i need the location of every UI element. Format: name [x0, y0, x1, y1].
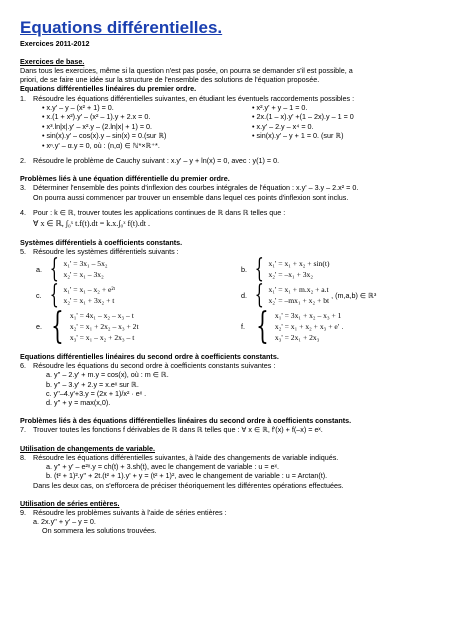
- exercise-9: 9. Résoudre les problèmes suivants à l'aide de séries entières :: [20, 507, 227, 517]
- ex9-a: a. 2x.y'' + y' – y = 0.: [33, 517, 96, 527]
- exercise-2: 2. Résoudre le problème de Cauchy suivant : x.y' – y + ln(x) = 0, avec : y(1) = 0.: [20, 156, 280, 166]
- lin1-heading: Equations différentielles linéaires du premier ordre.: [20, 84, 197, 94]
- exercise-6: 6. Résoudre les équations du second ordre à coefficients constants suivantes :: [20, 361, 276, 371]
- section-geo-heading: Problèmes liés à une équation différentielle du premier ordre.: [20, 174, 230, 184]
- section-change-heading: Utilisation de changements de variable.: [20, 443, 156, 453]
- page-title: Equations différentielles.: [20, 18, 223, 37]
- intro-line-1: Dans tous les exercices, même si la question n'est pas posée, on pourra se demander s'il est possible, a: [20, 66, 353, 75]
- eq-item: • xⁿ.y' – α.y = 0, où : (n,α) ∈ ℕ*×ℝ⁺*.: [42, 141, 252, 150]
- section-second-heading: Equations différentielles linéaires du second ordre à coefficients constants.: [20, 352, 279, 362]
- eq-item: • x³.ln|x|.y' – x².y – (2.ln|x| + 1) = 0.: [42, 122, 252, 131]
- eq-item: • 2x.(1 – x).y' +(1 – 2x).y – 1 = 0: [252, 112, 432, 121]
- ex9-note: On sommera les solutions trouvées.: [42, 526, 157, 536]
- exercise-8: 8. Résoudre les équations différentielles suivantes, à l'aide des changements de variable indiqués.: [20, 452, 339, 462]
- exercise-5: 5. Résoudre les systèmes différentiels suivants :: [20, 246, 179, 256]
- eq-item: • x.(1 + x²).y' – (x² – 1).y + 2.x = 0.: [42, 112, 252, 121]
- exercise-4: 4. Pour : k ∈ ℝ, trouver toutes les applications continues de ℝ dans ℝ telles que :: [20, 208, 286, 218]
- section-base-heading: Exercices de base.: [20, 57, 85, 66]
- section-systems-heading: Systèmes différentiels à coefficients constants.: [20, 237, 183, 247]
- exercise-1: 1. Résoudre les équations différentielles suivantes, en étudiant les éventuels raccordements possibles :: [20, 93, 355, 103]
- exercise-1-list: [20, 103, 436, 150]
- exercise-4-equation: ∀ x ∈ ℝ, ∫₀ˣ t.f(t).dt = k.x.∫₀ˣ f(t).dt .: [33, 219, 150, 229]
- systems-grid: [20, 254, 436, 347]
- ex8-a: a. y'' + y' – e²ˣ.y = ch(t) + 3.sh(t), avec le changement de variable : u = eˣ.: [46, 462, 279, 472]
- ex6-c: c. y''–4.y'+3.y = (2x + 1)/x² · eˣ .: [46, 388, 147, 398]
- subtitle: Exercices 2011-2012: [20, 39, 90, 48]
- system-b: b. { x₁' = x₁ + x₂ + sin(t) x₂' = –x₁ + 3x₂: [241, 254, 330, 285]
- eq-item: • x.y' – y – (x² + 1) = 0.: [42, 103, 252, 112]
- section-series-heading: Utilisation de séries entières.: [20, 498, 120, 508]
- eq-item: • x.y' – 2.y – x⁴ = 0.: [252, 122, 432, 131]
- system-a: a. { x₁' = 3x₁ – 5x₂ x₂' = x₁ – 3x₂: [36, 254, 108, 285]
- section-prob2-heading: Problèmes liés à des équations différentielles linéaires du second ordre à coefficients constants.: [20, 416, 352, 426]
- exercise-3: 3. Déterminer l'ensemble des points d'inflexion des courbes intégrales de l'équation : x.y' – 3.y – 2.x² = 0.: [20, 183, 359, 193]
- ex6-d: d. y'' + y = max(x,0).: [46, 398, 111, 408]
- system-f: f. { x₁' = 3x₁ + x₂ – x₃ + 1 x₂' = x₁ + x₂ + x₃ + e' x₃' = 2x₁ + 2x₃ .: [241, 305, 344, 347]
- intro-line-2: priori, de se faire une idée sur la structure de l'ensemble des solutions de l'équation proposée.: [20, 75, 320, 85]
- system-c: c. { x₁' = x₁ – x₂ + e²ᵗ x₂' = x₁ + 3x₂ + t: [36, 280, 116, 311]
- system-e: e. { x₁' = 4x₁ – x₂ – x₃ – t x₂' = x₁ + 2x₂ – x₃ + 2t x₃' = x₁ – x₂ + 2x₃ – t: [36, 305, 139, 347]
- ex8-note: Dans les deux cas, on s'efforcera de préciser théoriquement les différentes opérations effectuées.: [33, 480, 344, 490]
- ex6-a: a. y'' – 2.y' + m.y = cos(x), où : m ∈ ℝ.: [46, 370, 169, 380]
- exercise-3-note: On pourra aussi commencer par trouver un ensemble dans lequel ces points d'inflexion sont inclus.: [33, 192, 349, 202]
- eq-item: • sin(x).y' – y + 1 = 0. (sur ℝ): [252, 131, 432, 140]
- eq-item: • sin(x).y' – cos(x).y – sin(x) = 0.(sur ℝ): [42, 131, 252, 140]
- eq-item: • x².y' + y – 1 = 0.: [252, 103, 432, 112]
- ex6-b: b. y'' – 3.y' + 2.y = x.eˣ sur ℝ.: [46, 379, 139, 389]
- exercise-7: 7. Trouver toutes les fonctions f dérivables de ℝ dans ℝ telles que : ∀ x ∈ ℝ, f'(x) + f(–x) = eˣ.: [20, 425, 323, 435]
- system-d: d. { x₁' = x₁ + m.x₂ + a.t x₂' = –mx₁ + x₂ + bt , (m,a,b) ∈ ℝ³: [241, 280, 377, 311]
- ex8-b: b. (t² + 1)².y'' + 2t.(t² + 1).y' + y = (t² + 1)², avec le changement de variable : u = Arctan(t).: [46, 471, 328, 481]
